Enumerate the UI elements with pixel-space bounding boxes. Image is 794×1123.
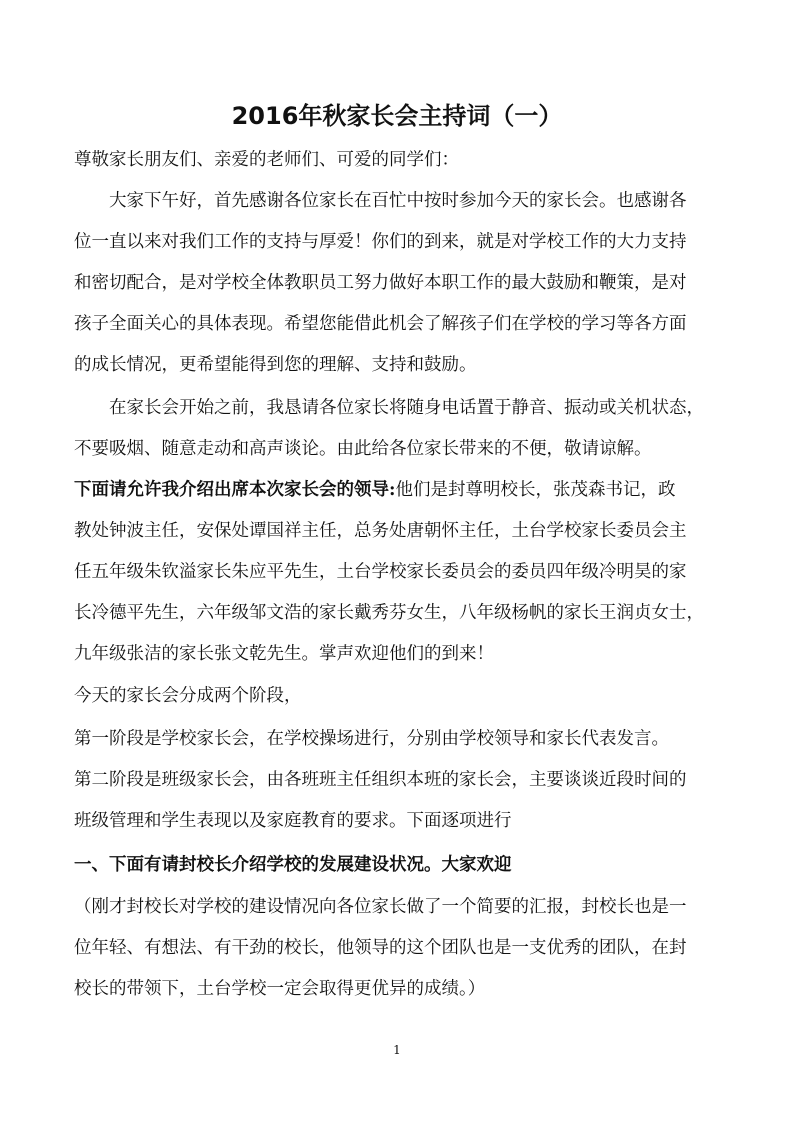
paragraph-line: 班级管理和学生表现以及家庭教育的要求。下面逐项进行 <box>74 811 512 831</box>
paragraph-line: 在家长会开始之前，我恳请各位家长将随身电话置于静音、振动或关机状态， <box>109 398 704 418</box>
paragraph-line: 大家下午好，首先感谢各位家长在百忙中按时参加今天的家长会。也感谢各 <box>109 191 687 211</box>
paragraph-line: 九年级张洁的家长张文乾先生。掌声欢迎他们的到来！ <box>74 644 494 664</box>
paragraph-line: 校长的带领下，土台学校一定会取得更优异的成绩。） <box>74 979 486 999</box>
leaders-intro-line <box>74 478 726 502</box>
paragraph-line: 位年轻、有想法、有干劲的校长，他领导的这个团队也是一支优秀的团队，在封 <box>74 938 687 958</box>
paragraph-line: 位一直以来对我们工作的支持与厚爱！你们的到来，就是对学校工作的大力支持 <box>74 232 687 252</box>
leaders-intro-text: 他们是封尊明校长，张茂森书记，政 <box>395 480 676 500</box>
paragraph-line: 不要吸烟、随意走动和高声谈论。由此给各位家长带来的不便，敬请谅解。 <box>74 439 652 459</box>
page-number: 1 <box>393 1043 401 1057</box>
paragraph-line: 教处钟波主任，安保处谭国祥主任，总务处唐朝怀主任，土台学校家长委员会主 <box>74 521 687 541</box>
section-note: （刚才封校长对学校的建设情况向各位家长做了一个简要的汇报，封校长也是一 <box>74 897 687 917</box>
paragraph-line: 任五年级朱钦溢家长朱应平先生，土台学校家长委员会的委员四年级冷明昊的家 <box>74 562 687 582</box>
paragraph-line: 和密切配合，是对学校全体教职员工努力做好本职工作的最大鼓励和鞭策，是对 <box>74 273 687 293</box>
paragraph-line: 孩子全面关心的具体表现。希望您能借此机会了解孩子们在学校的学习等各方面 <box>74 314 687 334</box>
stage-2: 第二阶段是班级家长会，由各班班主任组织本班的家长会，主要谈谈近段时间的 <box>74 770 687 790</box>
document-title: 2016年秋家长会主持词（一） <box>231 102 563 130</box>
leaders-intro-heading: 下面请允许我介绍出席本次家长会的领导: <box>74 480 396 500</box>
paragraph-line: 的成长情况，更希望能得到您的理解、支持和鼓励。 <box>74 355 477 375</box>
paragraph-line: 长冷德平先生，六年级邹文浩的家长戴秀芬女生，八年级杨帆的家长王润贞女士， <box>74 603 704 623</box>
stages-intro: 今天的家长会分成两个阶段， <box>74 686 302 706</box>
greeting: 尊敬家长朋友们、亲爱的老师们、可爱的同学们： <box>74 150 459 170</box>
stage-1: 第一阶段是学校家长会，在学校操场进行，分别由学校领导和家长代表发言。 <box>74 729 669 749</box>
section-heading: 一、下面有请封校长介绍学校的发展建设状况。大家欢迎 <box>74 855 512 875</box>
